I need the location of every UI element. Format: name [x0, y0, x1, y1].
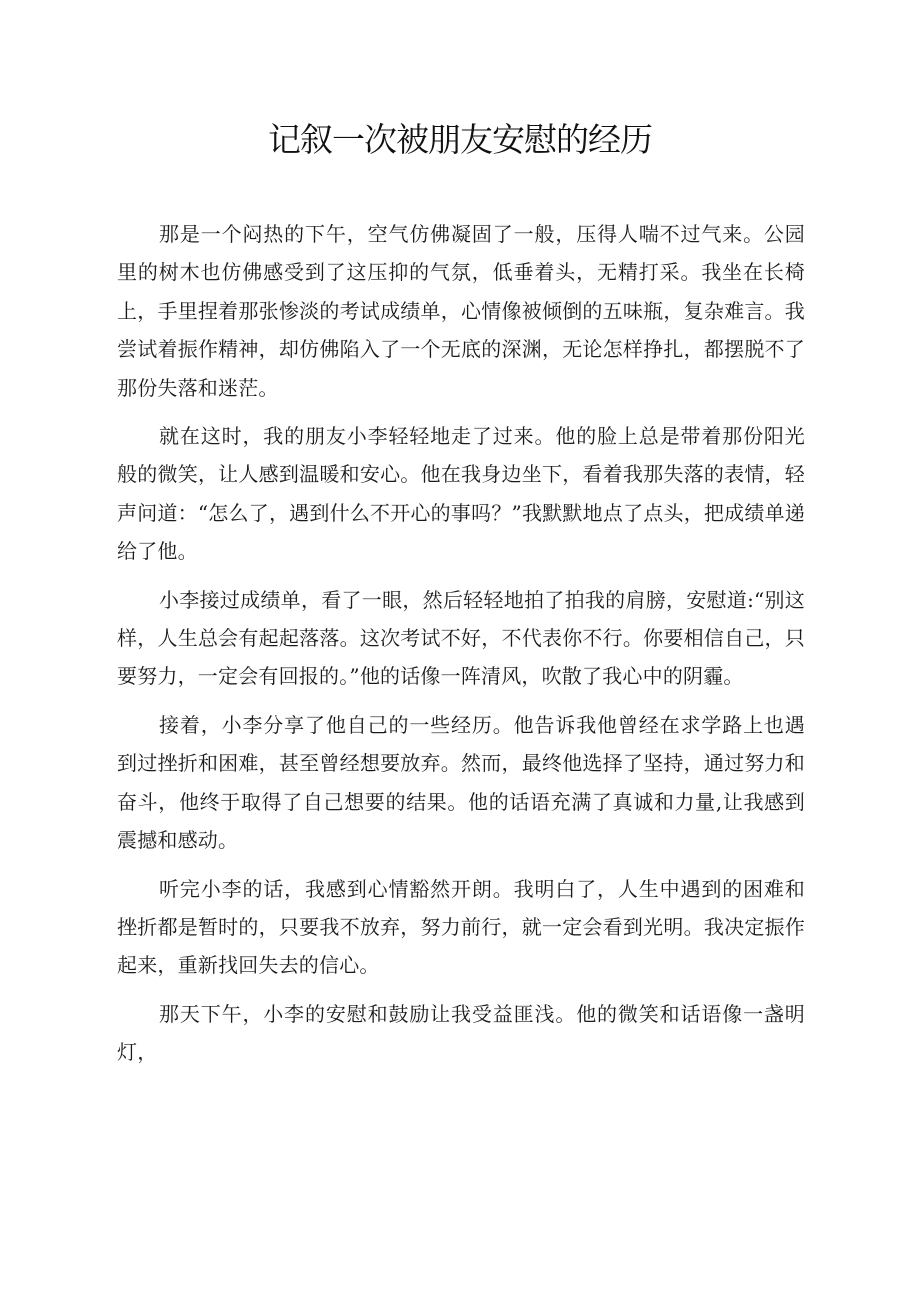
paragraph-4: 接着，小李分享了他自己的一些经历。他告诉我他曾经在求学路上也遇到过挫折和困难，甚至曾经想要放弃。然而，最终他选择了坚持，通过努力和奋斗，他终于取得了自己想要的结果。他的话语充满了真诚和力量,让我感到震撼和感动。: [117, 712, 805, 853]
paragraph-3: 小李接过成绩单，看了一眼，然后轻轻地拍了拍我的肩膀，安慰道:“别这样，人生总会有起起落落。这次考试不好，不代表你不行。你要相信自己，只要努力，一定会有回报的。”他的话像一阵清风，吹散了我心中的阴霾。: [117, 587, 805, 689]
paragraph-2: 就在这时，我的朋友小李轻轻地走了过来。他的脸上总是带着那份阳光般的微笑，让人感到温暖和安心。他在我身边坐下，看着我那失落的表情，轻声问道：“怎么了，遇到什么不开心的事吗？”我默默地点了点头，把成绩单递给了他。: [117, 424, 805, 564]
paragraph-5: 听完小李的话，我感到心情豁然开朗。我明白了，人生中遇到的困难和挫折都是暂时的，只要我不放弃，努力前行，就一定会看到光明。我决定振作起来，重新找回失去的信心。: [117, 876, 805, 978]
document-title: 记叙一次被朋友安慰的经历: [268, 120, 652, 159]
paragraph-1: 那是一个闷热的下午，空气仿佛凝固了一般，压得人喘不过气来。公园里的树木也仿佛感受到了这压抑的气氛，低垂着头，无精打采。我坐在长椅上，手里捏着那张惨淡的考试成绩单，心情像被倾倒的五味瓶，复杂难言。我尝试着振作精神，却仿佛陷入了一个无底的深渊，无论怎样挣扎，都摆脱不了那份失落和迷茫。: [117, 222, 805, 400]
document-body: [117, 215, 805, 1082]
paragraph-6: 那天下午，小李的安慰和鼓励让我受益匪浅。他的微笑和话语像一盏明灯，: [117, 1001, 805, 1065]
